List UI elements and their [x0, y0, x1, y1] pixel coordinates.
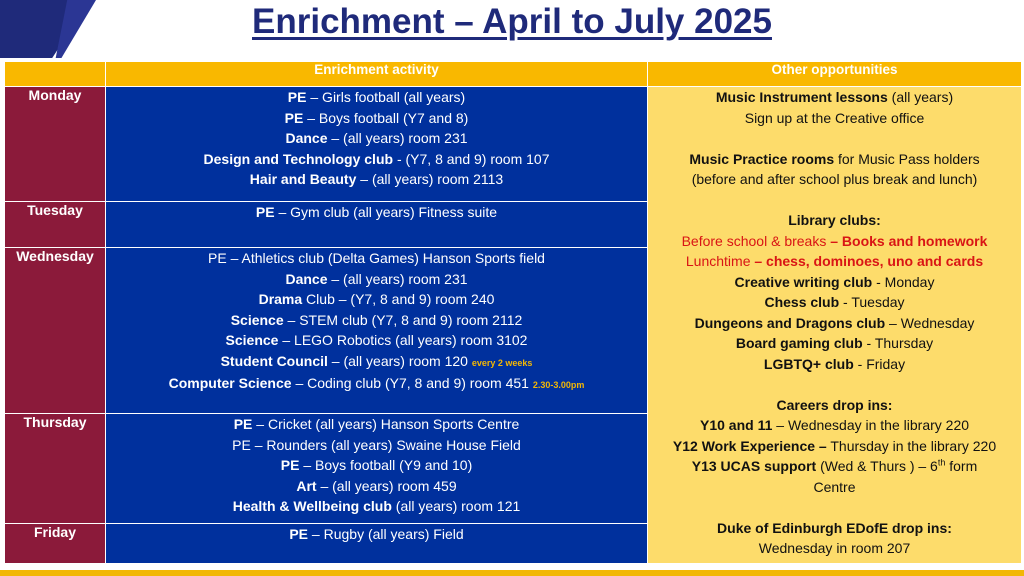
- header-activity: Enrichment activity: [106, 62, 648, 87]
- other-opportunities: [648, 87, 1022, 564]
- activity-line: Hair and Beauty – (all years) room 2113: [249, 171, 504, 187]
- library-before-line: Before school & breaks – Books and homework: [681, 232, 988, 249]
- activity-line: Science – STEM club (Y7, 8 and 9) room 2112: [230, 311, 523, 328]
- chess-club-line: Chess club - Tuesday: [764, 294, 905, 310]
- activity-line: PE – Rounders (all years) Swaine House Field: [232, 436, 521, 453]
- y13-line: Y13 UCAS support (Wed & Thurs ) – 6th form: [691, 457, 978, 474]
- music-lessons-line: Music Instrument lessons (all years): [715, 89, 954, 105]
- library-heading: Library clubs:: [788, 212, 881, 228]
- activity-line: Health & Wellbeing club (all years) room 121: [232, 498, 521, 514]
- activity-line: PE – Cricket (all years) Hanson Sports Centre: [233, 416, 520, 432]
- activity-line: Art – (all years) room 459: [296, 477, 457, 494]
- activity-line: PE – Gym club (all years) Fitness suite: [255, 204, 498, 220]
- activity-line: PE – Boys football (Y9 and 10): [280, 457, 473, 473]
- lgbtq-club-line: LGBTQ+ club - Friday: [763, 355, 906, 372]
- page-title: Enrichment – April to July 2025: [252, 2, 772, 41]
- y12-line: Y12 Work Experience – Thursday in the library 220: [672, 437, 997, 454]
- wednesday-activities: [106, 248, 648, 414]
- y13-centre-line: Centre: [813, 478, 856, 495]
- header-row: [5, 62, 1022, 87]
- music-signup-line: Sign up at the Creative office: [744, 109, 925, 126]
- activity-line: Drama Club – (Y7, 8 and 9) room 240: [258, 291, 495, 307]
- day-wednesday: Wednesday: [5, 248, 106, 414]
- y10-line: Y10 and 11 – Wednesday in the library 220: [699, 417, 970, 433]
- activity-line: Design and Technology club - (Y7, 8 and 9) room 107: [203, 150, 550, 167]
- activity-line: Science – LEGO Robotics (all years) room 3102: [225, 332, 528, 348]
- activity-line: Dance – (all years) room 231: [285, 270, 468, 287]
- activity-line: PE – Rugby (all years) Field: [289, 526, 464, 542]
- activity-line: PE – Girls football (all years): [287, 89, 466, 105]
- practice-line: Music Practice rooms for Music Pass holders: [689, 150, 980, 167]
- careers-heading: Careers drop ins:: [776, 396, 893, 413]
- day-monday: Monday: [5, 87, 106, 202]
- activity-note: every 2 weeks: [471, 357, 533, 368]
- activity-line: Computer Science – Coding club (Y7, 8 and 9) room 451 2.30-3.00pm: [168, 375, 585, 391]
- practice-times-line: (before and after school plus break and lunch): [691, 171, 978, 187]
- activity-line: PE – Boys football (Y7 and 8): [284, 109, 469, 126]
- row-monday: [5, 87, 1022, 202]
- enrichment-table: [4, 61, 1022, 564]
- day-tuesday: Tuesday: [5, 202, 106, 248]
- monday-activities: [106, 87, 648, 202]
- creative-writing-line: Creative writing club - Monday: [734, 273, 935, 290]
- activity-line: Dance – (all years) room 231: [285, 130, 468, 146]
- activity-line: PE – Athletics club (Delta Games) Hanson Sports field: [208, 250, 545, 266]
- header-other: Other opportunities: [648, 62, 1022, 87]
- day-thursday: Thursday: [5, 414, 106, 524]
- board-gaming-line: Board gaming club - Thursday: [735, 335, 934, 351]
- dofe-line: Wednesday in room 207: [758, 540, 911, 556]
- library-lunch-line: Lunchtime – chess, dominoes, uno and cards: [685, 253, 984, 269]
- friday-activities: [106, 524, 648, 564]
- activity-note: 2.30-3.00pm: [532, 380, 585, 390]
- dnd-club-line: Dungeons and Dragons club – Wednesday: [694, 314, 975, 331]
- header-blank: [5, 62, 106, 87]
- day-friday: Friday: [5, 524, 106, 564]
- tuesday-activities: [106, 202, 648, 248]
- thursday-activities: [106, 414, 648, 524]
- activity-line: Student Council – (all years) room 120 every 2 weeks: [220, 352, 533, 369]
- bottom-bar: [0, 570, 1024, 576]
- dofe-heading: Duke of Edinburgh EDofE drop ins:: [717, 519, 952, 536]
